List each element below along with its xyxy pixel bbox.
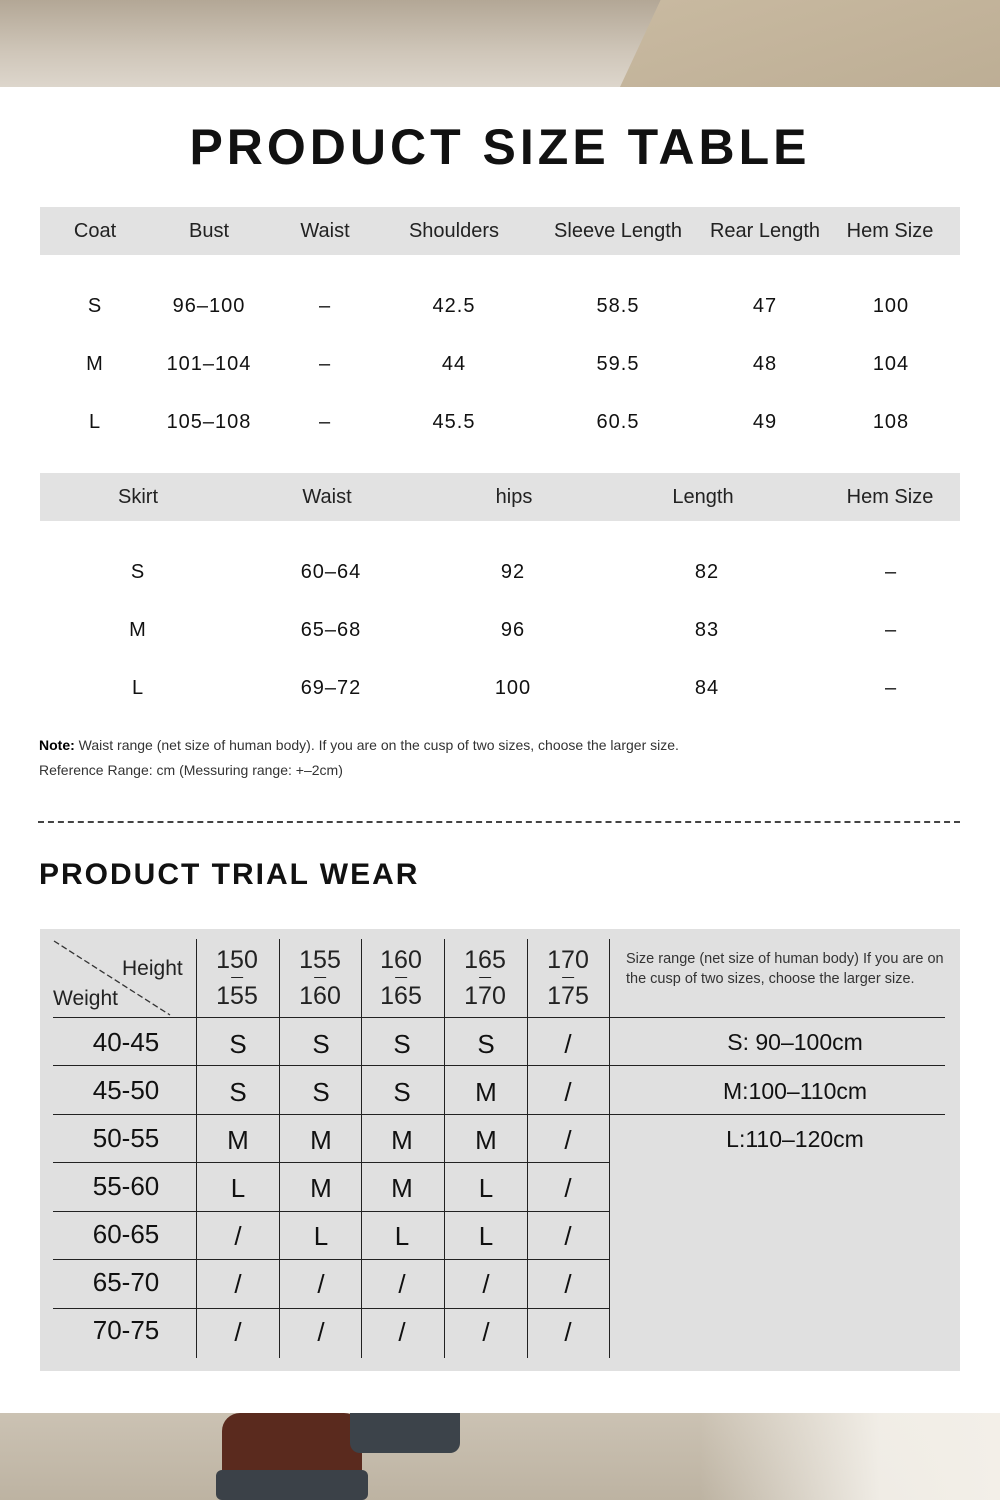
weight-range-cell: 45-50 [92, 1075, 160, 1105]
height-range-header: 150 155 [216, 946, 258, 1010]
shoe-left [222, 1413, 362, 1500]
size-cell: / [317, 1269, 325, 1299]
grid-line [53, 1211, 610, 1212]
size-cell: L [230, 1173, 246, 1203]
size-cell: S [477, 1029, 495, 1059]
skirt-cell: 96 [500, 619, 526, 641]
coat-cell: 47 [752, 295, 778, 317]
size-cell: / [317, 1317, 325, 1347]
coat-cell: 48 [752, 353, 778, 375]
coat-cell: M [86, 353, 104, 375]
height-range-header: 165 170 [464, 946, 506, 1010]
size-cell: L [313, 1221, 329, 1251]
size-cell: / [564, 1173, 572, 1203]
size-cell: L [394, 1221, 410, 1251]
size-cell: L [478, 1173, 494, 1203]
coat-cell: 100 [872, 295, 910, 317]
skirt-header-cell: hips [495, 486, 533, 508]
grid-line [609, 939, 610, 1358]
coat-header-cell: Shoulders [408, 220, 500, 242]
size-cell: / [482, 1317, 490, 1347]
size-cell: S [393, 1077, 411, 1107]
coat-cell: – [318, 411, 332, 433]
skirt-header-cell: Length [672, 486, 734, 508]
coat-cell: S [87, 295, 103, 317]
grid-line [53, 1065, 945, 1066]
weight-range-cell: 60-65 [92, 1219, 160, 1249]
coat-header-cell: Sleeve Length [554, 220, 682, 242]
size-cell: / [234, 1221, 242, 1251]
floor-light [700, 1413, 1000, 1500]
grid-line [53, 1114, 945, 1115]
skirt-cell: – [884, 561, 898, 583]
grid-line [361, 939, 362, 1358]
size-cell: M [310, 1125, 332, 1155]
reference-range: Reference Range: cm (Messuring range: +–2cm) [39, 762, 343, 778]
coat-cell: 108 [872, 411, 910, 433]
coat-cell: – [318, 353, 332, 375]
coat-header-bar [40, 207, 960, 255]
size-cell: / [564, 1077, 572, 1107]
size-cell: / [398, 1269, 406, 1299]
coat-header-cell: Coat [73, 220, 117, 242]
size-cell: S [312, 1029, 330, 1059]
size-cell: / [564, 1125, 572, 1155]
skirt-cell: 65–68 [300, 619, 362, 641]
coat-cell: – [318, 295, 332, 317]
size-cell: / [564, 1317, 572, 1347]
weight-range-cell: 55-60 [92, 1171, 160, 1201]
coat-cell: 104 [872, 353, 910, 375]
size-cell: M [391, 1125, 413, 1155]
shoe-right [350, 1413, 460, 1453]
size-range-description: Size range (net size of human body) If you are on the cusp of two sizes, choose the larger size. [626, 951, 944, 987]
page-title: PRODUCT SIZE TABLE [189, 119, 811, 175]
size-cell: / [564, 1221, 572, 1251]
coat-cell: 105–108 [166, 411, 252, 433]
coat-cell: 60.5 [596, 411, 640, 433]
weight-range-cell: 40-45 [92, 1027, 160, 1057]
skirt-cell: 92 [500, 561, 526, 583]
coat-cell: 59.5 [596, 353, 640, 375]
size-cell: / [234, 1269, 242, 1299]
size-cell: / [234, 1317, 242, 1347]
coat-header-cell: Rear Length [709, 220, 821, 242]
coat-cell: 101–104 [166, 353, 252, 375]
skirt-cell: 100 [494, 677, 532, 699]
trial-section-title: PRODUCT TRIAL WEAR [39, 858, 420, 891]
size-cell: M [227, 1125, 249, 1155]
bottom-photo-strip [0, 1413, 1000, 1500]
grid-line [53, 1162, 610, 1163]
note-label: Note: [39, 737, 75, 753]
grid-line [53, 1308, 610, 1309]
coat-header-cell: Waist [300, 220, 350, 242]
corner-height-label: Height [122, 957, 183, 980]
skirt-cell: 84 [694, 677, 720, 699]
size-cell: M [475, 1125, 497, 1155]
size-cell: M [391, 1173, 413, 1203]
coat-cell: 96–100 [172, 295, 246, 317]
grid-line [53, 1017, 945, 1018]
grid-line [196, 939, 197, 1358]
bust-range-m: M:100–110cm [722, 1078, 868, 1104]
coat-header-cell: Hem Size [846, 220, 934, 242]
height-range-header: 155 160 [299, 946, 341, 1010]
bust-range-l: L:110–120cm [726, 1126, 864, 1152]
coat-cell: L [88, 411, 102, 433]
skirt-cell: 60–64 [300, 561, 362, 583]
skirt-cell: 69–72 [300, 677, 362, 699]
size-cell: S [312, 1077, 330, 1107]
size-cell: L [478, 1221, 494, 1251]
height-range-header: 170 175 [547, 946, 589, 1010]
coat-cell: 42.5 [432, 295, 476, 317]
skirt-header-cell: Hem Size [846, 486, 934, 508]
grid-line [53, 1259, 610, 1260]
size-cell: M [475, 1077, 497, 1107]
skirt-cell: L [131, 677, 145, 699]
skirt-cell: – [884, 619, 898, 641]
wall-shape [620, 0, 1000, 87]
corner-weight-label: Weight [53, 987, 118, 1010]
size-cell: S [393, 1029, 411, 1059]
trial-wear-table [40, 929, 960, 1371]
coat-header-cell: Bust [188, 220, 230, 242]
size-cell: M [310, 1173, 332, 1203]
grid-line [444, 939, 445, 1358]
height-range-header: 160 165 [380, 946, 422, 1010]
size-cell: / [482, 1269, 490, 1299]
note-text: Waist range (net size of human body). If you are on the cusp of two sizes, choose the larger size. [74, 737, 679, 753]
weight-range-cell: 65-70 [92, 1267, 160, 1297]
top-photo-strip [0, 0, 1000, 87]
coat-cell: 45.5 [432, 411, 476, 433]
size-cell: / [398, 1317, 406, 1347]
dashed-divider [38, 821, 960, 823]
skirt-cell: M [129, 619, 147, 641]
size-cell: S [229, 1029, 247, 1059]
grid-line [279, 939, 280, 1358]
skirt-cell: 82 [694, 561, 720, 583]
skirt-header-cell: Waist [302, 486, 352, 508]
weight-range-cell: 70-75 [92, 1315, 160, 1345]
coat-cell: 44 [441, 353, 467, 375]
grid-line [527, 939, 528, 1358]
skirt-header-cell: Skirt [118, 486, 158, 508]
size-cell: / [564, 1029, 572, 1059]
size-note [39, 737, 679, 753]
coat-cell: 49 [752, 411, 778, 433]
skirt-cell: – [884, 677, 898, 699]
size-cell: S [229, 1077, 247, 1107]
size-cell: / [564, 1269, 572, 1299]
weight-range-cell: 50-55 [92, 1123, 160, 1153]
skirt-cell: 83 [694, 619, 720, 641]
bust-range-s: S: 90–100cm [727, 1029, 863, 1055]
coat-cell: 58.5 [596, 295, 640, 317]
skirt-cell: S [130, 561, 146, 583]
